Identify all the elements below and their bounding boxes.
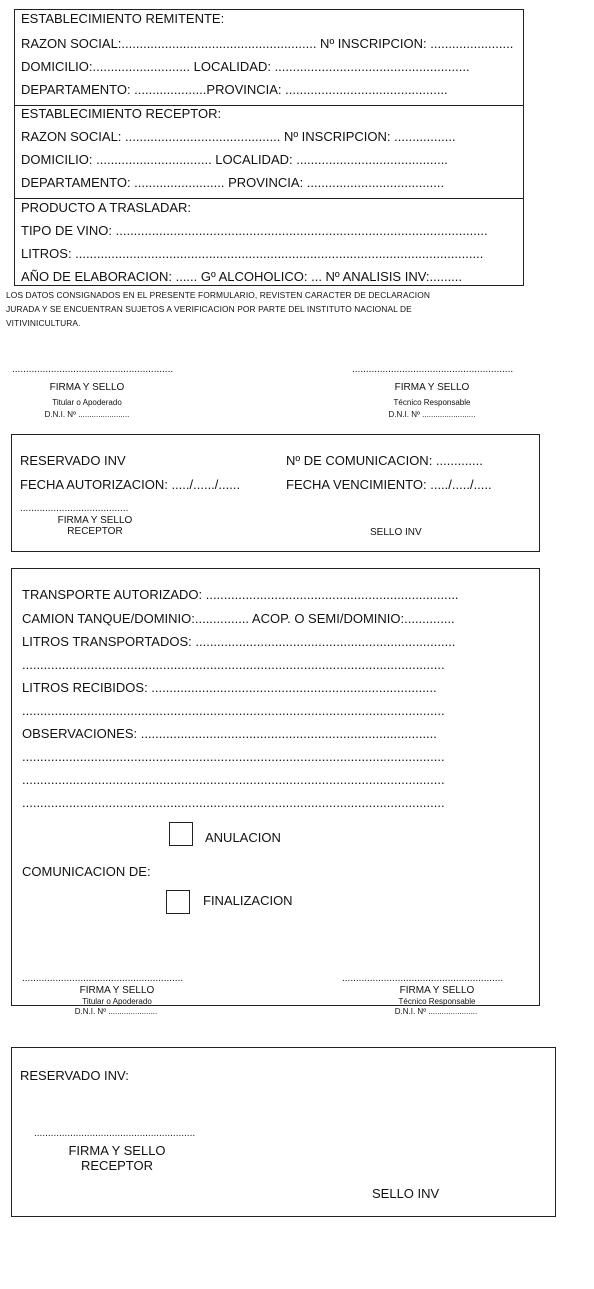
signature-line: .......................................................... — [342, 973, 504, 984]
observaciones-row[interactable]: OBSERVACIONES: .................................................................................. — [22, 726, 437, 741]
receptor-razon-social-row[interactable]: RAZON SOCIAL: ........................................... Nº INSCRIPCION: ................. — [21, 129, 456, 144]
blank-line-row[interactable]: ..................................................................................................................... — [22, 749, 445, 764]
signature-titular-1[interactable] — [12, 364, 212, 419]
finalizacion-label: FINALIZACION — [203, 893, 293, 908]
signature-line: .......................................................... — [12, 364, 174, 375]
signature-tecnico-2[interactable] — [342, 973, 532, 985]
signature-title: FIRMA Y SELLO — [399, 985, 475, 996]
signature-role: Técnico Responsable — [398, 997, 476, 1006]
blank-line-row[interactable]: ..................................................................................................................... — [22, 703, 445, 718]
receptor-signature-title: FIRMA Y SELLO — [68, 1143, 166, 1158]
signature-role: Titular o Apoderado — [82, 997, 152, 1006]
anulacion-label: ANULACION — [205, 830, 281, 845]
remitente-razon-social-row[interactable]: RAZON SOCIAL:...................................................... Nº INSCRIPCION: ....................... — [21, 36, 514, 51]
receptor-title: ESTABLECIMIENTO RECEPTOR: — [21, 106, 222, 121]
signature-dni: D.N.I. Nº ...................... — [74, 1007, 158, 1016]
litros-transportados-row[interactable]: LITROS TRANSPORTADOS: ........................................................................ — [22, 634, 456, 649]
receptor-departamento-row[interactable]: DEPARTAMENTO: ......................... PROVINCIA: ...................................... — [21, 175, 445, 190]
signature-role: Titular o Apoderado — [52, 398, 122, 407]
anulacion-checkbox[interactable] — [169, 822, 193, 846]
comunicacion-number-field[interactable]: Nº DE COMUNICACION: ............. — [286, 453, 483, 468]
producto-tipo-vino-row[interactable]: TIPO DE VINO: ....................................................................................................... — [21, 223, 488, 238]
remitente-departamento-row[interactable]: DEPARTAMENTO: ....................PROVINCIA: ............................................. — [21, 82, 448, 97]
signature-dni: D.N.I. Nº ........................ — [388, 410, 476, 419]
signature-titular-2[interactable] — [22, 973, 222, 985]
reservado-inv-box-2 — [11, 1047, 556, 1217]
declaration-line-3: VITIVINICULTURA. — [6, 318, 81, 328]
transporte-autorizado-row[interactable]: TRANSPORTE AUTORIZADO: ...................................................................... — [22, 587, 459, 602]
camion-tanque-row[interactable]: CAMION TANQUE/DOMINIO:............... ACOP. O SEMI/DOMINIO:.............. — [22, 611, 455, 626]
signature-role: Técnico Responsable — [393, 398, 471, 407]
signature-title: FIRMA Y SELLO — [79, 985, 155, 996]
blank-line-row[interactable]: ..................................................................................................................... — [22, 657, 445, 672]
receptor-signature-role: RECEPTOR — [67, 526, 123, 537]
sello-inv-label: SELLO INV — [372, 1186, 440, 1201]
declaration-text — [6, 288, 588, 330]
declaration-line-2: JURADA Y SE ENCUENTRAN SUJETOS A VERIFICACION POR PARTE DEL INSTITUTO NACIONAL DE — [6, 304, 412, 314]
signature-title: FIRMA Y SELLO — [394, 382, 470, 393]
blank-line-row[interactable]: ..................................................................................................................... — [22, 795, 445, 810]
producto-title: PRODUCTO A TRASLADAR: — [21, 200, 192, 215]
finalizacion-checkbox[interactable] — [166, 890, 190, 914]
signature-line: .......................................................... — [352, 364, 514, 375]
divider-producto — [15, 198, 523, 199]
signature-line: .......................................................... — [22, 973, 184, 984]
receptor-signature-line[interactable]: ....................................... — [20, 503, 129, 514]
producto-elaboracion-row[interactable]: AÑO DE ELABORACION: ...... Gº ALCOHOLICO: ... Nº ANALISIS INV:......... — [21, 269, 463, 284]
litros-recibidos-row[interactable]: LITROS RECIBIDOS: ............................................................................... — [22, 680, 437, 695]
remitente-title: ESTABLECIMIENTO REMITENTE: — [21, 11, 225, 26]
fecha-vencimiento-field[interactable]: FECHA VENCIMIENTO: ...../...../..... — [286, 477, 492, 492]
transport-box — [11, 568, 540, 1006]
receptor-signature-role: RECEPTOR — [81, 1158, 153, 1173]
reservado-title: RESERVADO INV — [20, 453, 126, 468]
receptor-signature-title: FIRMA Y SELLO — [57, 515, 133, 526]
signature-title: FIRMA Y SELLO — [49, 382, 125, 393]
receptor-domicilio-row[interactable]: DOMICILIO: ................................ LOCALIDAD: .......................................... — [21, 152, 448, 167]
blank-line-row[interactable]: ..................................................................................................................... — [22, 772, 445, 787]
reservado-title: RESERVADO INV: — [20, 1068, 129, 1083]
remitente-domicilio-row[interactable]: DOMICILIO:........................... LOCALIDAD: ...................................................... — [21, 59, 470, 74]
receptor-signature-line[interactable]: .......................................................... — [34, 1128, 196, 1139]
producto-litros-row[interactable]: LITROS: ................................................................................................................. — [21, 246, 484, 261]
signature-tecnico-1[interactable] — [352, 364, 552, 419]
declaration-line-1: LOS DATOS CONSIGNADOS EN EL PRESENTE FORMULARIO, REVISTEN CARACTER DE DECLARACION — [6, 290, 430, 300]
reservado-inv-box-1 — [11, 434, 540, 552]
fecha-autorizacion-field[interactable]: FECHA AUTORIZACION: ...../....../...... — [20, 477, 241, 492]
signature-dni: D.N.I. Nº ....................... — [44, 410, 130, 419]
comunicacion-de-label: COMUNICACION DE: — [22, 864, 151, 879]
signature-dni: D.N.I. Nº ...................... — [394, 1007, 478, 1016]
establishments-product-box — [14, 9, 524, 286]
sello-inv-label: SELLO INV — [370, 527, 422, 538]
